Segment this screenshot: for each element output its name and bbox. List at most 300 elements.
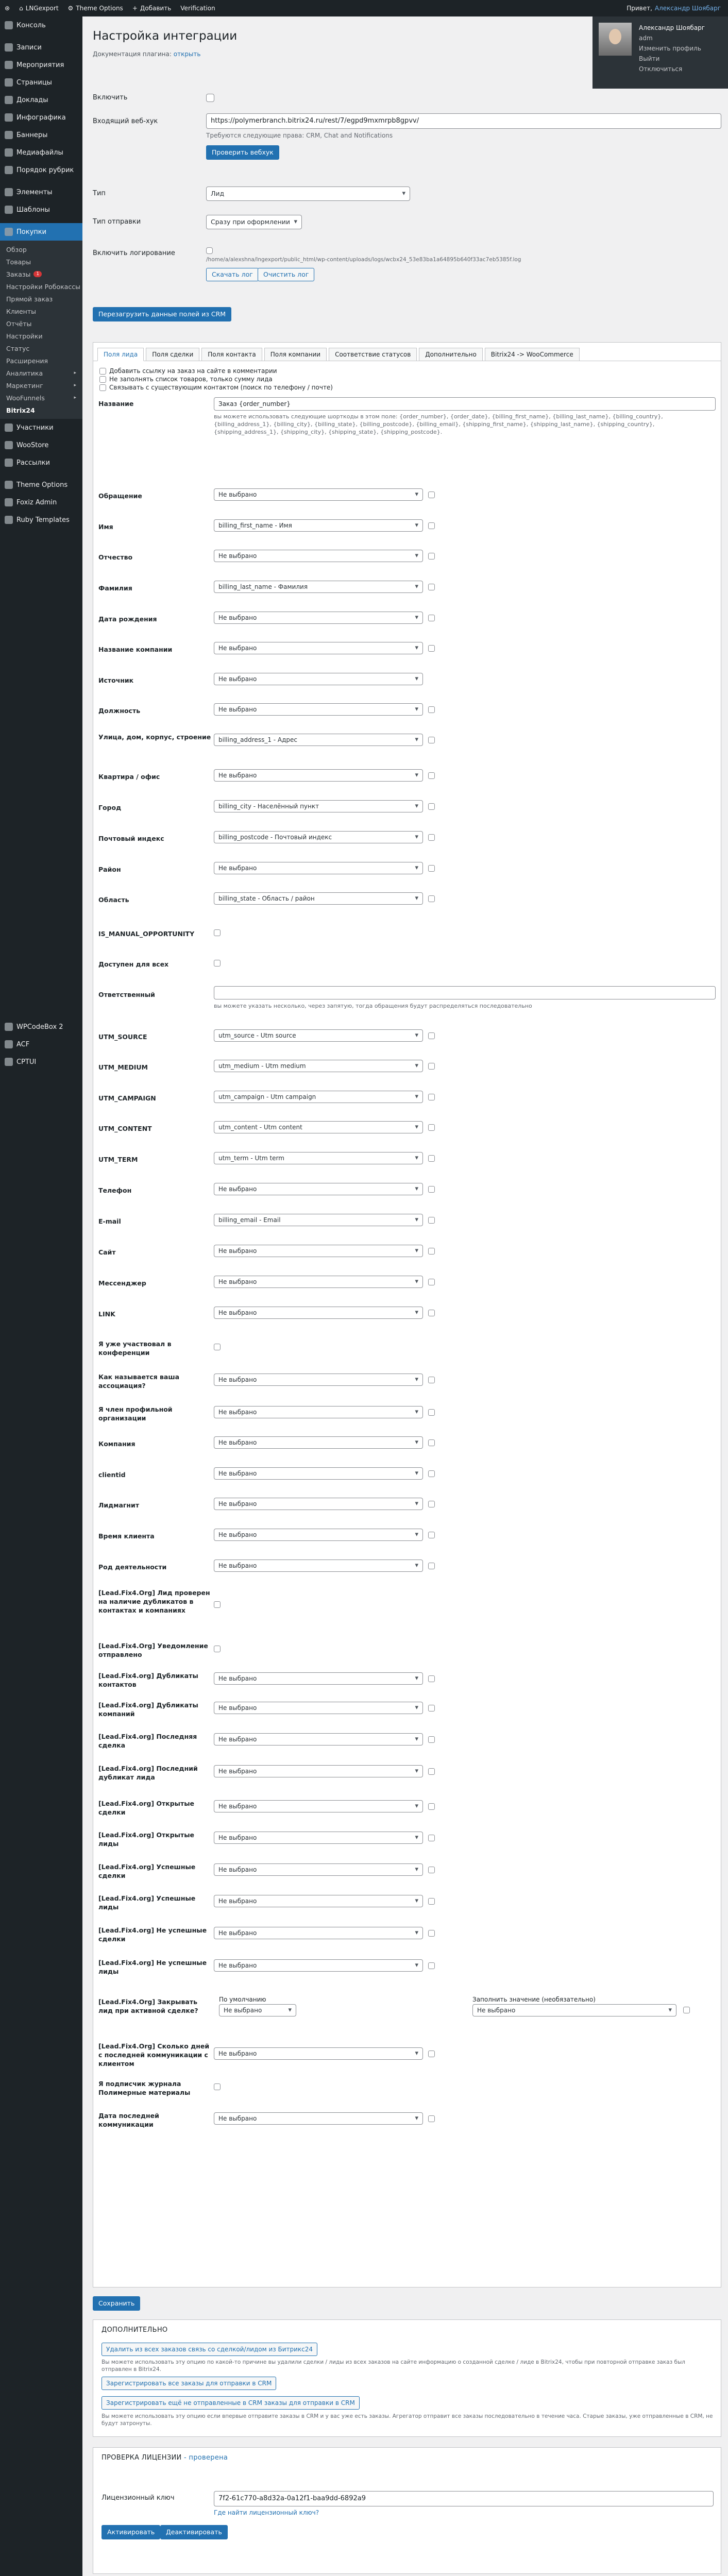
field-checkbox[interactable]	[214, 2083, 221, 2090]
menu-icon	[5, 206, 13, 214]
sidebar-item-20[interactable]	[0, 1053, 82, 1071]
field-select[interactable]: Не выбрано ▾	[214, 1183, 423, 1195]
field-select[interactable]: utm_campaign - Utm campaign ▾	[214, 1091, 423, 1103]
menu-gap	[0, 529, 82, 1018]
sidebar-item-17[interactable]	[0, 511, 82, 529]
chevron-right-icon: ▸	[74, 395, 76, 400]
submenu-item-2[interactable]	[0, 268, 82, 280]
sidebar-item-label: Theme Options	[16, 481, 68, 489]
submenu-item-7[interactable]	[0, 330, 82, 342]
extra-title: ДОПОЛНИТЕЛЬНО	[101, 2326, 168, 2334]
field-extra-checkbox[interactable]	[428, 1501, 435, 1507]
type-label: Тип	[93, 190, 106, 197]
field-label: [Lead.Fix4.org] Успешные лиды	[98, 1894, 196, 1911]
webhook-input[interactable]: https://polymerbranch.bitrix24.ru/rest/7/egpd9mxmrpb8gpvv/	[206, 113, 721, 129]
field-select[interactable]: billing_last_name - Фамилия ▾	[214, 581, 423, 593]
field-extra-checkbox[interactable]	[428, 1248, 435, 1255]
field-label: Обращение	[98, 492, 142, 500]
field-label: UTM_TERM	[98, 1156, 138, 1163]
submenu	[0, 241, 82, 419]
submenu-item-1[interactable]	[0, 256, 82, 268]
field-label: Дата последней коммуникации	[98, 2111, 159, 2128]
field-extra-checkbox[interactable]	[428, 1705, 435, 1711]
plus-icon: +	[132, 5, 138, 12]
field-extra-checkbox[interactable]	[428, 865, 435, 872]
field-label: Род деятельности	[98, 1563, 167, 1571]
submenu-item-8[interactable]	[0, 342, 82, 354]
field-label: [Lead.Fix4.org] Успешные сделки	[98, 1862, 196, 1879]
menu-icon	[5, 113, 13, 122]
submenu-item-3[interactable]	[0, 280, 82, 293]
field-extra-checkbox[interactable]	[428, 553, 435, 560]
option-label: Не заполнять список товаров, только сумму лида	[109, 376, 273, 383]
field-label: Улица, дом, корпус, строение	[98, 733, 211, 741]
send-type-label: Тип отправки	[93, 218, 141, 226]
field-select[interactable]: Не выбрано ▾	[214, 1672, 423, 1685]
field-label: Название компании	[98, 646, 173, 653]
menu-icon	[5, 1040, 13, 1048]
menu-icon	[5, 441, 13, 449]
sidebar-item-4[interactable]	[0, 91, 82, 109]
field-select[interactable]: Не выбрано ▾	[214, 2112, 423, 2125]
submenu-item-13[interactable]	[0, 404, 82, 416]
chevron-right-icon: ▸	[74, 370, 76, 376]
submenu-item-0[interactable]	[0, 243, 82, 256]
sidebar-item-label: Доклады	[16, 96, 48, 104]
sidebar-item-5[interactable]	[0, 109, 82, 126]
deactivate-button[interactable]: Деактивировать	[160, 2525, 228, 2539]
field-select[interactable]: billing_first_name - Имя ▾	[214, 519, 423, 532]
field-label: Область	[98, 896, 129, 904]
field-select[interactable]: Не выбрано ▾	[214, 703, 423, 716]
field-label: Город	[98, 804, 122, 811]
field-extra-checkbox[interactable]	[428, 1736, 435, 1743]
field-select[interactable]: Не выбрано ▾	[214, 1895, 423, 1907]
field-label: Имя	[98, 523, 113, 531]
field-select[interactable]: Не выбрано ▾	[214, 488, 423, 501]
edit-profile-link[interactable]: Изменить профиль	[639, 45, 701, 52]
title-help: вы можете использовать следующие шорткоды в этом поле: {order_number}, {order_date}, {billing_first_name}, {billing_last_name}, {billing_country}, {billing_address_1}, {billing_city}, {billing_state}, {billing_postcode}, {billing_email}, {shipping_first_name}, {shipping_last_name}, {shipping_country}, {shipping_address_1}, {shipping_city}, {shipping_state}, {shipping_postcode}.	[214, 413, 663, 435]
menu-icon	[5, 43, 13, 52]
register-all-orders-button[interactable]: Зарегистрировать все заказы для отправки в CRM	[101, 2377, 276, 2390]
field-extra-checkbox[interactable]	[428, 1310, 435, 1316]
field-extra-checkbox[interactable]	[428, 1835, 435, 1841]
field-label: [Lead.Fix4.Org] Закрывать лид при активной сделке?	[98, 1998, 198, 2014]
submenu-label: Клиенты	[6, 307, 37, 315]
doc-link[interactable]: открыть	[173, 50, 201, 58]
menu-icon	[5, 516, 13, 524]
field-extra-checkbox[interactable]	[428, 1962, 435, 1969]
user-role: adm	[639, 35, 653, 42]
field-label: LINK	[98, 1310, 115, 1318]
unlink-help: Вы можете использовать эту опцию по какой-то причине вы удалили сделки / лиды из всех заказов на сайте информацию о созданной сделке / лиде в Bitrix24, чтобы при повторной отправке заказ был отправлен в Bitrix24.	[101, 2359, 685, 2372]
enable-label: Включить	[93, 94, 128, 101]
field-select[interactable]: Не выбрано ▾	[214, 1560, 423, 1572]
extra-section	[93, 2319, 721, 2437]
webhook-label: Входящий веб-хук	[93, 117, 158, 125]
tab-0[interactable]: Поля лида	[97, 348, 144, 361]
submenu-item-12[interactable]	[0, 392, 82, 404]
field-extra-checkbox[interactable]	[428, 584, 435, 590]
default-select[interactable]: Не выбрано ▾	[219, 2004, 296, 2016]
field-label: Лидмагнит	[98, 1501, 140, 1509]
sidebar-item-label: WPCodeBox 2	[16, 1023, 63, 1031]
field-label: Я член профильной организации	[98, 1405, 173, 1422]
save-button[interactable]: Сохранить	[93, 2296, 140, 2311]
sidebar-item-7[interactable]	[0, 144, 82, 161]
title-input[interactable]: Заказ {order_number}	[214, 397, 716, 411]
field-select[interactable]: billing_city - Населённый пункт ▾	[214, 800, 423, 812]
field-checkbox[interactable]	[214, 929, 221, 936]
field-label: [Lead.Fix4.org] Открытые лиды	[98, 1831, 195, 1848]
tab-4[interactable]: Соответствие статусов	[329, 348, 417, 361]
menu-icon	[5, 21, 13, 29]
sidebar-item-3[interactable]	[0, 74, 82, 91]
log-path: /home/a/alexshna/lngexport/public_html/wp-content/uploads/logs/wcbx24_53e83ba1a64895b640f33ac7eb5385f.log	[206, 257, 521, 263]
submenu-label: Прямой заказ	[6, 295, 53, 303]
license-section	[93, 2447, 721, 2574]
submenu-label: Настройки	[6, 332, 43, 340]
option-label: Добавить ссылку на заказ на сайте в комментарии	[109, 367, 277, 375]
option-checkbox[interactable]	[99, 376, 106, 383]
field-select[interactable]: utm_term - Utm term ▾	[214, 1152, 423, 1164]
menu-separator	[0, 34, 82, 39]
page-title: Настройка интеграции	[93, 29, 238, 43]
field-label: Мессенджер	[98, 1279, 146, 1287]
field-extra-checkbox[interactable]	[428, 1409, 435, 1416]
sidebar-item-18[interactable]	[0, 1018, 82, 1036]
menu-icon	[5, 459, 13, 467]
field-label: Время клиента	[98, 1532, 155, 1540]
menu-icon	[5, 188, 13, 196]
field-extra-checkbox[interactable]	[428, 706, 435, 713]
field-label: Сайт	[98, 1248, 116, 1256]
wp-logo-icon[interactable]: ⊛	[5, 5, 10, 12]
field-extra-checkbox[interactable]	[428, 645, 435, 652]
sidebar-item-6[interactable]	[0, 126, 82, 144]
register-help: Вы можете использовать эту опцию если впервые отправите заказы в CRM и у вас уже есть заказы. Агрегатор отправит все заказы последовательно в течение часа. Старые заказы, уже отправленные в CRM, не будут затронуты.	[101, 2413, 713, 2427]
submenu-item-6[interactable]	[0, 317, 82, 330]
field-label: [Lead.Fix4.Org] Лид проверен на наличие дубликатов в контактах и компаниях	[98, 1588, 210, 1614]
submenu-item-5[interactable]	[0, 305, 82, 317]
field-label: UTM_MEDIUM	[98, 1063, 148, 1071]
field-label: Я уже участвовал в конференции	[98, 1340, 172, 1357]
field-extra-checkbox[interactable]	[428, 1675, 435, 1682]
sidebar-item-label: Записи	[16, 43, 42, 52]
field-select[interactable]: utm_content - Utm content ▾	[214, 1121, 423, 1133]
tab-5[interactable]: Дополнительно	[419, 348, 483, 361]
home-icon: ⌂	[19, 5, 23, 12]
sidebar-item-label: Медиафайлы	[16, 148, 63, 157]
menu-icon	[5, 148, 13, 157]
field-checkbox[interactable]	[214, 1601, 221, 1608]
field-select[interactable]: Не выбрано ▾	[214, 1436, 423, 1449]
field-label: Отчество	[98, 553, 133, 561]
field-label: UTM_CONTENT	[98, 1125, 152, 1132]
fill-checkbox[interactable]	[683, 2007, 690, 2013]
field-extra-checkbox[interactable]	[428, 1124, 435, 1131]
menu-icon	[5, 96, 13, 104]
log-label: Включить логирование	[93, 249, 175, 257]
sidebar-item-1[interactable]	[0, 39, 82, 56]
field-select[interactable]: Не выбрано ▾	[214, 1832, 423, 1844]
sidebar-item-label: Баннеры	[16, 131, 48, 139]
tab-6[interactable]: Bitrix24 -> WooCommerce	[485, 348, 580, 361]
field-extra-checkbox[interactable]	[428, 772, 435, 779]
sidebar-item-label: Foxiz Admin	[16, 498, 57, 506]
field-select[interactable]: Не выбрано ▾	[214, 1245, 423, 1257]
field-select[interactable]: Не выбрано ▾	[214, 1498, 423, 1510]
menu-icon	[5, 423, 13, 432]
field-label: E-mail	[98, 1217, 121, 1225]
sidebar-item-13[interactable]	[0, 436, 82, 454]
submenu-item-11[interactable]	[0, 379, 82, 392]
field-extra-checkbox[interactable]	[428, 1155, 435, 1162]
download-log-button[interactable]: Скачать лог	[206, 268, 259, 281]
menu-icon	[5, 1058, 13, 1066]
unlink-orders-button[interactable]: Удалить из всех заказов связь со сделкой/лидом из Битрикс24	[101, 2343, 317, 2356]
field-label: clientid	[98, 1471, 126, 1479]
field-label: [Lead.Fix4.org] Открытые сделки	[98, 1799, 195, 1816]
field-extra-checkbox[interactable]	[428, 1063, 435, 1070]
sidebar-item-0[interactable]	[0, 16, 82, 34]
option-checkbox[interactable]	[99, 368, 106, 375]
fill-select[interactable]: Не выбрано ▾	[472, 2004, 676, 2016]
logout-link[interactable]: Выйти	[639, 55, 660, 62]
field-select[interactable]: Не выбрано ▾	[214, 1800, 423, 1812]
field-label: [Lead.Fix4.org] Не успешные сделки	[98, 1926, 207, 1943]
menu-icon	[5, 78, 13, 87]
field-extra-checkbox[interactable]	[428, 1470, 435, 1477]
submenu-label: Bitrix24	[6, 406, 35, 414]
sidebar-item-9[interactable]	[0, 183, 82, 201]
submenu-label: Обзор	[6, 245, 27, 253]
field-label: Квартира / офис	[98, 773, 160, 781]
sidebar-item-label: WooStore	[16, 441, 49, 449]
field-select[interactable]: Не выбрано ▾	[214, 673, 423, 685]
field-help: вы можете указать несколько, через запятую, тогда обращения будут распределяться последовательно	[214, 1003, 532, 1009]
field-extra-checkbox[interactable]	[428, 1768, 435, 1775]
field-extra-checkbox[interactable]	[428, 1032, 435, 1039]
field-label: Телефон	[98, 1187, 132, 1194]
menu-icon	[5, 166, 13, 174]
user-name: Александр Шоябарг	[639, 24, 705, 31]
field-select[interactable]: Не выбрано ▾	[214, 1733, 423, 1745]
field-extra-checkbox[interactable]	[428, 492, 435, 498]
field-select[interactable]: billing_address_1 - Адрес ▾	[214, 734, 423, 746]
field-select[interactable]: Не выбрано ▾	[214, 769, 423, 782]
reload-fields-button[interactable]: Перезагрузить данные полей из CRM	[93, 307, 231, 321]
sidebar-item-label: Консоль	[16, 21, 46, 29]
sidebar-item-label: Элементы	[16, 188, 53, 196]
field-extra-checkbox[interactable]	[428, 1094, 435, 1100]
field-label: [Lead.Fix4.org] Последний дубликат лида	[98, 1764, 198, 1781]
sidebar-item-label: Инфографика	[16, 113, 66, 122]
field-select[interactable]: Не выбрано ▾	[214, 1959, 423, 1972]
field-label: Компания	[98, 1440, 136, 1448]
field-extra-checkbox[interactable]	[428, 1186, 435, 1193]
field-checkbox[interactable]	[214, 1646, 221, 1652]
field-extra-checkbox[interactable]	[428, 1563, 435, 1569]
submenu-item-10[interactable]	[0, 367, 82, 379]
menu-separator	[0, 179, 82, 183]
option-checkbox[interactable]	[99, 384, 106, 391]
submenu-label: Статус	[6, 344, 30, 352]
field-select[interactable]: billing_state - Область / район ▾	[214, 892, 423, 905]
add-new-link[interactable]: + Добавить	[132, 5, 172, 12]
field-select[interactable]: Не выбрано ▾	[214, 2047, 423, 2060]
field-label: [Lead.Fix4.Org] Сколько дней с последней коммуникации с клиентом	[98, 2042, 210, 2067]
field-extra-checkbox[interactable]	[428, 1439, 435, 1446]
field-extra-checkbox[interactable]	[428, 1867, 435, 1873]
menu-separator	[0, 471, 82, 476]
option-row	[99, 384, 333, 391]
field-label: Источник	[98, 676, 134, 684]
field-label: [Lead.Fix4.org] Дубликаты контактов	[98, 1671, 198, 1688]
admin-sidebar	[0, 16, 82, 2576]
tabs-bar	[97, 348, 580, 361]
menu-icon	[5, 498, 13, 506]
field-select[interactable]: Не выбрано ▾	[214, 1307, 423, 1319]
reset-link[interactable]: Отключиться	[639, 65, 683, 73]
field-label: Как называется ваша ассоциация?	[98, 1372, 180, 1389]
field-checkbox[interactable]	[214, 960, 221, 967]
field-label: Почтовый индекс	[98, 835, 164, 842]
field-text-input[interactable]	[214, 986, 716, 999]
field-extra-checkbox[interactable]	[428, 737, 435, 743]
sidebar-item-19[interactable]	[0, 1036, 82, 1053]
sidebar-item-15[interactable]	[0, 476, 82, 494]
field-select[interactable]: Не выбрано ▾	[214, 1927, 423, 1939]
orders-count-badge: 1	[33, 271, 42, 277]
field-select[interactable]: Не выбрано ▾	[214, 1529, 423, 1541]
gear-icon: ⚙	[67, 5, 74, 12]
sidebar-item-8[interactable]	[0, 161, 82, 179]
field-extra-checkbox[interactable]	[428, 2115, 435, 2122]
send-type-select[interactable]: Сразу при оформлении ▾	[206, 215, 302, 229]
field-extra-checkbox[interactable]	[428, 522, 435, 529]
enable-checkbox[interactable]	[206, 94, 214, 102]
field-select[interactable]: Не выбрано ▾	[214, 642, 423, 654]
license-key-input[interactable]: 7f2-61c770-a8d32a-0a12f1-baa9dd-6892a9	[214, 2491, 714, 2506]
field-extra-checkbox[interactable]	[428, 1532, 435, 1538]
option-row	[99, 367, 277, 375]
field-select[interactable]: Не выбрано ▾	[214, 550, 423, 562]
submenu-label: WooFunnels	[6, 394, 45, 402]
field-extra-checkbox[interactable]	[428, 1898, 435, 1905]
field-select[interactable]: billing_postcode - Почтовый индекс ▾	[214, 831, 423, 843]
tab-3[interactable]: Поля компании	[264, 348, 327, 361]
menu-icon	[5, 228, 13, 236]
field-extra-checkbox[interactable]	[428, 1377, 435, 1383]
sidebar-item-label: Шаблоны	[16, 206, 50, 214]
sidebar-item-16[interactable]	[0, 494, 82, 511]
menu-icon	[5, 1023, 13, 1031]
sidebar-item-11[interactable]	[0, 223, 82, 241]
field-select[interactable]: utm_source - Utm source ▾	[214, 1029, 423, 1042]
menu-icon	[5, 61, 13, 69]
tab-2[interactable]: Поля контакта	[201, 348, 262, 361]
license-help-link[interactable]: Где найти лицензионный ключ?	[214, 2509, 319, 2516]
field-extra-checkbox[interactable]	[428, 1930, 435, 1937]
field-extra-checkbox[interactable]	[428, 895, 435, 902]
default-label: По умолчанию	[219, 1996, 266, 2003]
field-label: UTM_CAMPAIGN	[98, 1094, 156, 1102]
field-select[interactable]: Не выбрано ▾	[214, 1467, 423, 1480]
sidebar-item-12[interactable]	[0, 419, 82, 436]
field-extra-checkbox[interactable]	[428, 1279, 435, 1285]
menu-icon	[5, 481, 13, 489]
register-unsent-orders-button[interactable]: Зарегистрировать ещё не отправленные в CRM заказы для отправки в CRM	[101, 2396, 360, 2410]
field-select[interactable]: Не выбрано ▾	[214, 1702, 423, 1714]
field-select[interactable]: Не выбрано ▾	[214, 1765, 423, 1777]
submenu-item-9[interactable]	[0, 354, 82, 367]
webhook-help: Требуются следующие права: CRM, Chat and Notifications	[206, 132, 393, 139]
sidebar-item-14[interactable]	[0, 454, 82, 471]
sidebar-item-label: Участники	[16, 423, 54, 432]
field-label: Доступен для всех	[98, 960, 169, 968]
field-label: Фамилия	[98, 584, 132, 592]
field-extra-checkbox[interactable]	[428, 834, 435, 841]
field-select[interactable]: utm_medium - Utm medium ▾	[214, 1060, 423, 1072]
field-checkbox[interactable]	[214, 1344, 221, 1350]
field-select[interactable]: Не выбрано ▾	[214, 1276, 423, 1288]
clear-log-button[interactable]: Очистить лог	[258, 268, 314, 281]
field-select[interactable]: Не выбрано ▾	[214, 862, 423, 874]
sidebar-item-label: Страницы	[16, 78, 52, 87]
field-label: [Lead.Fix4.org] Последняя сделка	[98, 1732, 197, 1749]
submenu-label: Маркетинг	[6, 381, 43, 389]
sidebar-item-label: Порядок рубрик	[16, 166, 74, 174]
check-webhook-button[interactable]: Проверить вебхук	[206, 145, 279, 160]
field-extra-checkbox[interactable]	[428, 2050, 435, 2057]
field-select[interactable]: billing_email - Email ▾	[214, 1214, 423, 1226]
submenu-item-4[interactable]	[0, 293, 82, 305]
site-name-link[interactable]: ⌂ LNGexport	[19, 5, 59, 12]
field-select[interactable]: Не выбрано ▾	[214, 1406, 423, 1418]
mapping-panel	[93, 342, 721, 2287]
log-checkbox[interactable]	[206, 247, 213, 254]
theme-options-link[interactable]: ⚙ Theme Options	[67, 5, 123, 12]
field-select[interactable]: Не выбрано ▾	[214, 1863, 423, 1876]
license-status: - проверена	[181, 2454, 228, 2462]
field-label: Название	[98, 400, 134, 408]
activate-button[interactable]: Активировать	[101, 2525, 160, 2539]
field-extra-checkbox[interactable]	[428, 1217, 435, 1224]
verification-link[interactable]: Verification	[180, 5, 215, 12]
option-label: Связывать с существующим контактом (поиск по телефону / почте)	[109, 384, 333, 391]
sidebar-item-label: CPTUI	[16, 1058, 37, 1066]
field-extra-checkbox[interactable]	[428, 615, 435, 621]
field-label: Должность	[98, 707, 141, 715]
field-label: Район	[98, 866, 121, 873]
field-extra-checkbox[interactable]	[428, 1803, 435, 1810]
submenu-label: Расширения	[6, 357, 48, 365]
field-label: [Lead.Fix4.org] Дубликаты компаний	[98, 1701, 198, 1718]
sidebar-item-10[interactable]	[0, 201, 82, 218]
tab-1[interactable]: Поля сделки	[146, 348, 199, 361]
field-select[interactable]: Не выбрано ▾	[214, 1374, 423, 1386]
field-extra-checkbox[interactable]	[428, 803, 435, 810]
account-menu[interactable]: Привет, Александр Шоябарг	[627, 5, 721, 12]
sidebar-item-label: Покупки	[16, 228, 47, 236]
type-select[interactable]: Лид ▾	[206, 187, 410, 201]
admin-bar	[0, 0, 728, 16]
fill-label: Заполнить значение (необязательно)	[472, 1996, 596, 2003]
field-select[interactable]: Не выбрано ▾	[214, 612, 423, 624]
sidebar-item-label: Мероприятия	[16, 61, 64, 69]
sidebar-item-2[interactable]	[0, 56, 82, 74]
